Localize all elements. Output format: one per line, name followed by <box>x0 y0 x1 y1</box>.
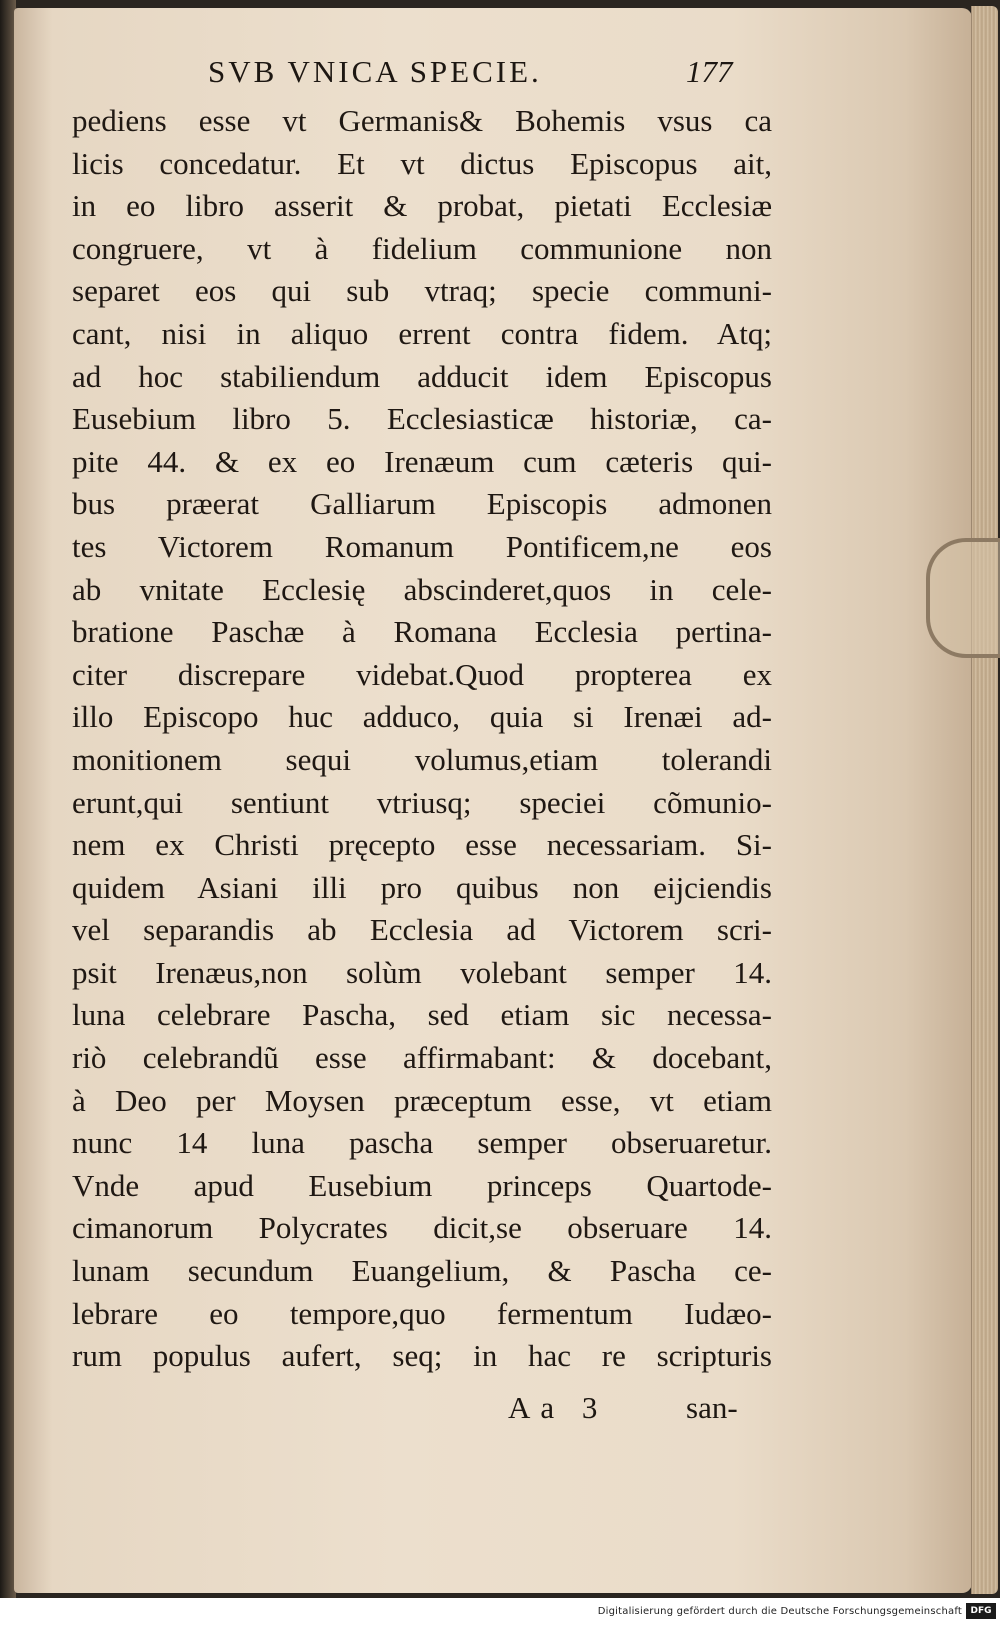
catchword: san- <box>686 1390 738 1425</box>
text-line: citer discrepare videbat.Quod propterea ex <box>72 656 772 692</box>
text-line: illo Episcopo huc adduco, quia si Irenæi ad- <box>72 699 772 735</box>
book-clasp <box>926 538 1000 658</box>
text-line: à Deo per Moysen præceptum esse, vt etiam <box>72 1082 772 1118</box>
text-line: bratione Paschæ à Romana Ecclesia pertina- <box>72 614 772 650</box>
page-block-edge <box>971 6 998 1594</box>
digitization-credit: Digitalisierung gefördert durch die Deutsche Forschungsgemeinschaft <box>597 1606 962 1617</box>
text-line: licis concedatur. Et vt dictus Episcopus ait, <box>72 145 772 181</box>
text-line: ab vnitate Ecclesię abscinderet,quos in cele- <box>72 571 772 607</box>
text-line: erunt,qui sentiunt vtriusq; speciei cõmunio- <box>72 784 772 820</box>
text-line: ad hoc stabiliendum adducit idem Episcopus <box>72 358 772 394</box>
text-line: lebrare eo tempore,quo fermentum Iudæo- <box>72 1295 772 1331</box>
text-line: bus præerat Galliarum Episcopis admonen <box>72 486 772 522</box>
signature-mark: Aa 3 <box>508 1390 608 1425</box>
page-foot <box>14 1390 972 1430</box>
text-line: separet eos qui sub vtraq; specie communi- <box>72 273 772 309</box>
text-line: nunc 14 luna pascha semper obseruaretur. <box>72 1125 772 1161</box>
dfg-logo-icon: DFG <box>966 1603 996 1619</box>
digitization-footer <box>0 1598 1000 1628</box>
text-line: pite 44. & ex eo Irenæum cum cæteris qui- <box>72 443 772 479</box>
text-line: psit Irenæus,non solùm volebant semper 14. <box>72 954 772 990</box>
text-line: rum populus aufert, seq; in hac re scripturis <box>72 1338 772 1374</box>
text-line: cimanorum Polycrates dicit,se obseruare 14. <box>72 1210 772 1246</box>
text-line: nem ex Christi pręcepto esse necessariam. Si- <box>72 827 772 863</box>
text-line: Vnde apud Eusebium princeps Quartode- <box>72 1167 772 1203</box>
text-line: quidem Asiani illi pro quibus non eijciendis <box>72 869 772 905</box>
text-line: luna celebrare Pascha, sed etiam sic necessa- <box>72 997 772 1033</box>
text-line: in eo libro asserit & probat, pietati Ecclesiæ <box>72 188 772 224</box>
page-header <box>14 54 972 98</box>
page-number: 177 <box>686 54 733 89</box>
text-line: riò celebrandũ esse affirmabant: & docebant, <box>72 1040 772 1076</box>
text-line: Eusebium libro 5. Ecclesiasticæ historiæ, ca- <box>72 401 772 437</box>
text-line: lunam secundum Euangelium, & Pascha ce- <box>72 1253 772 1289</box>
running-title: SVB VNICA SPECIE. <box>208 54 542 89</box>
book-page <box>14 8 972 1593</box>
text-line: pediens esse vt Germanis& Bohemis vsus ca <box>72 103 772 138</box>
text-line: tes Victorem Romanum Pontificem,ne eos <box>72 528 772 564</box>
text-line: cant, nisi in aliquo errent contra fidem. Atq; <box>72 315 772 351</box>
text-line: vel separandis ab Ecclesia ad Victorem scri- <box>72 912 772 948</box>
text-line: congruere, vt à fidelium communione non <box>72 230 772 266</box>
text-line: monitionem sequi volumus,etiam tolerandi <box>72 741 772 777</box>
body-text <box>72 100 772 1378</box>
